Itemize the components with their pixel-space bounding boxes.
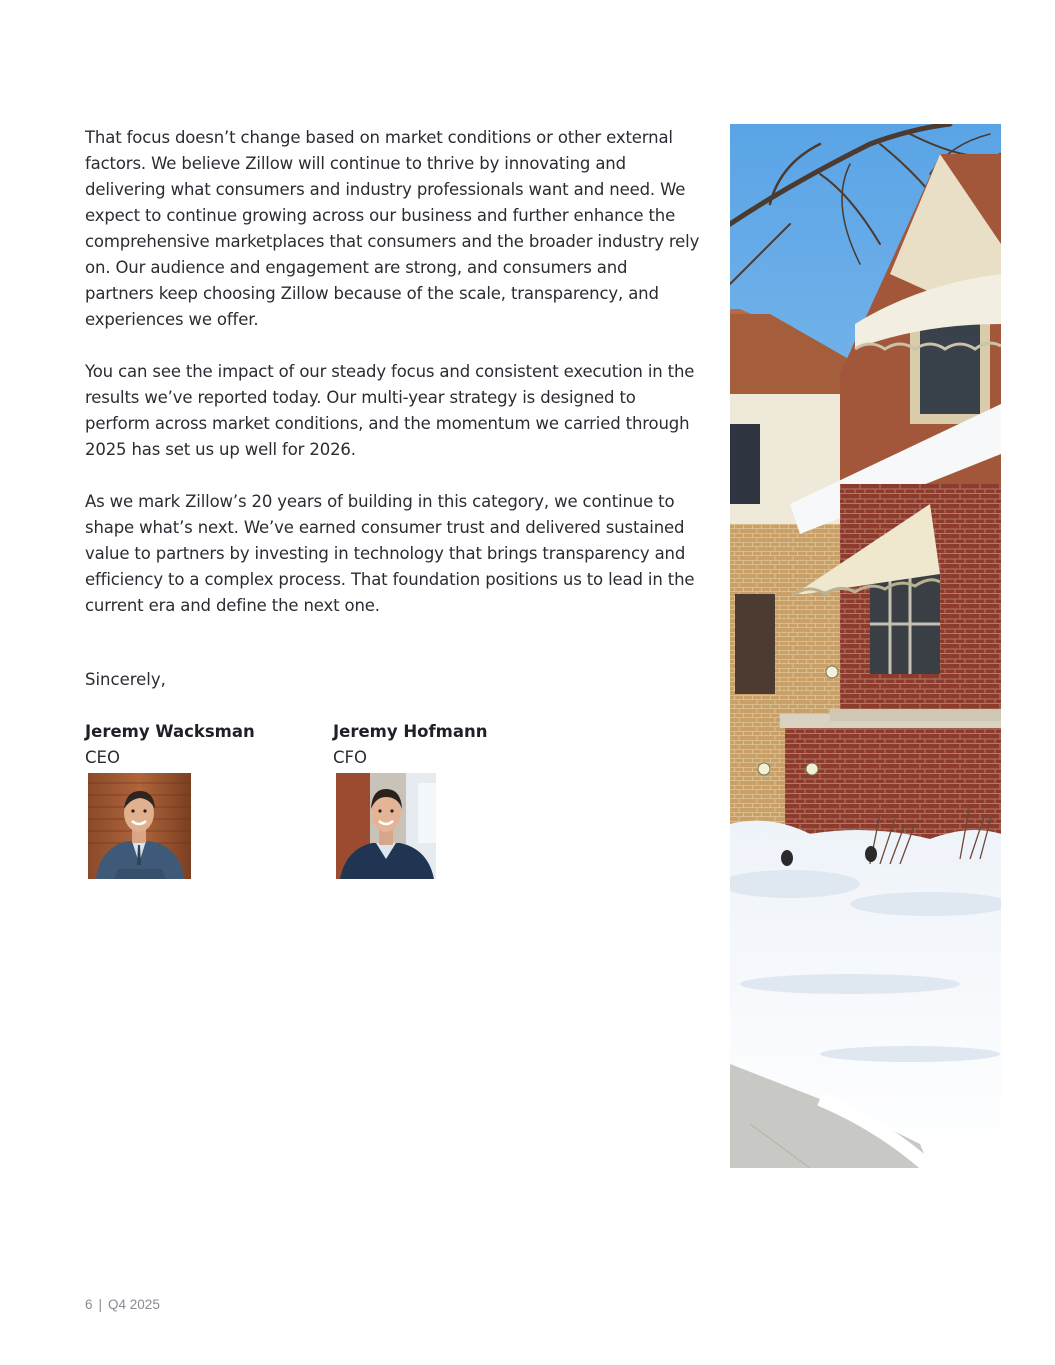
snowy-house-photo <box>730 124 1001 1168</box>
page-number: 6 <box>85 1297 93 1312</box>
letter-paragraph: That focus doesn’t change based on market conditions or other external factors. We believe Zillow will continue to thrive by innovating and delivering what consumers and industry professionals want and need. We expect to continue growing across our business and further enhance the comprehensive marketplaces that consumers and the broader industry rely on. Our audience and engagement are strong, and consumers and partners keep choosing Zillow because of the scale, transparency, and experiences we offer. <box>85 128 700 329</box>
letter-body <box>85 125 700 645</box>
footer-period: Q4 2025 <box>108 1297 160 1312</box>
signer-title: CFO <box>333 748 367 767</box>
letter-paragraph: As we mark Zillow’s 20 years of building in this category, we continue to shape what’s next. We’ve earned consumer trust and delivered sustained value to partners by investing in technology that brings transparency and efficiency to a complex process. That foundation positions us to lead in the current era and define the next one. <box>85 492 695 615</box>
signer-title: CEO <box>85 748 120 767</box>
cfo-portrait <box>336 773 436 879</box>
signer-name: Jeremy Wacksman <box>85 722 255 741</box>
letter-closing: Sincerely, <box>85 670 166 689</box>
letter-paragraph: You can see the impact of our steady focus and consistent execution in the results we’ve reported today. Our multi-year strategy is designed to perform across market conditions, and the momentum we carried through 2025 has set us up well for 2026. <box>85 362 695 459</box>
signer-cfo <box>333 719 488 771</box>
ceo-portrait <box>88 773 191 879</box>
page-footer <box>85 1296 160 1314</box>
signer-name: Jeremy Hofmann <box>333 722 488 741</box>
footer-separator: | <box>98 1297 103 1312</box>
signer-ceo <box>85 719 255 771</box>
